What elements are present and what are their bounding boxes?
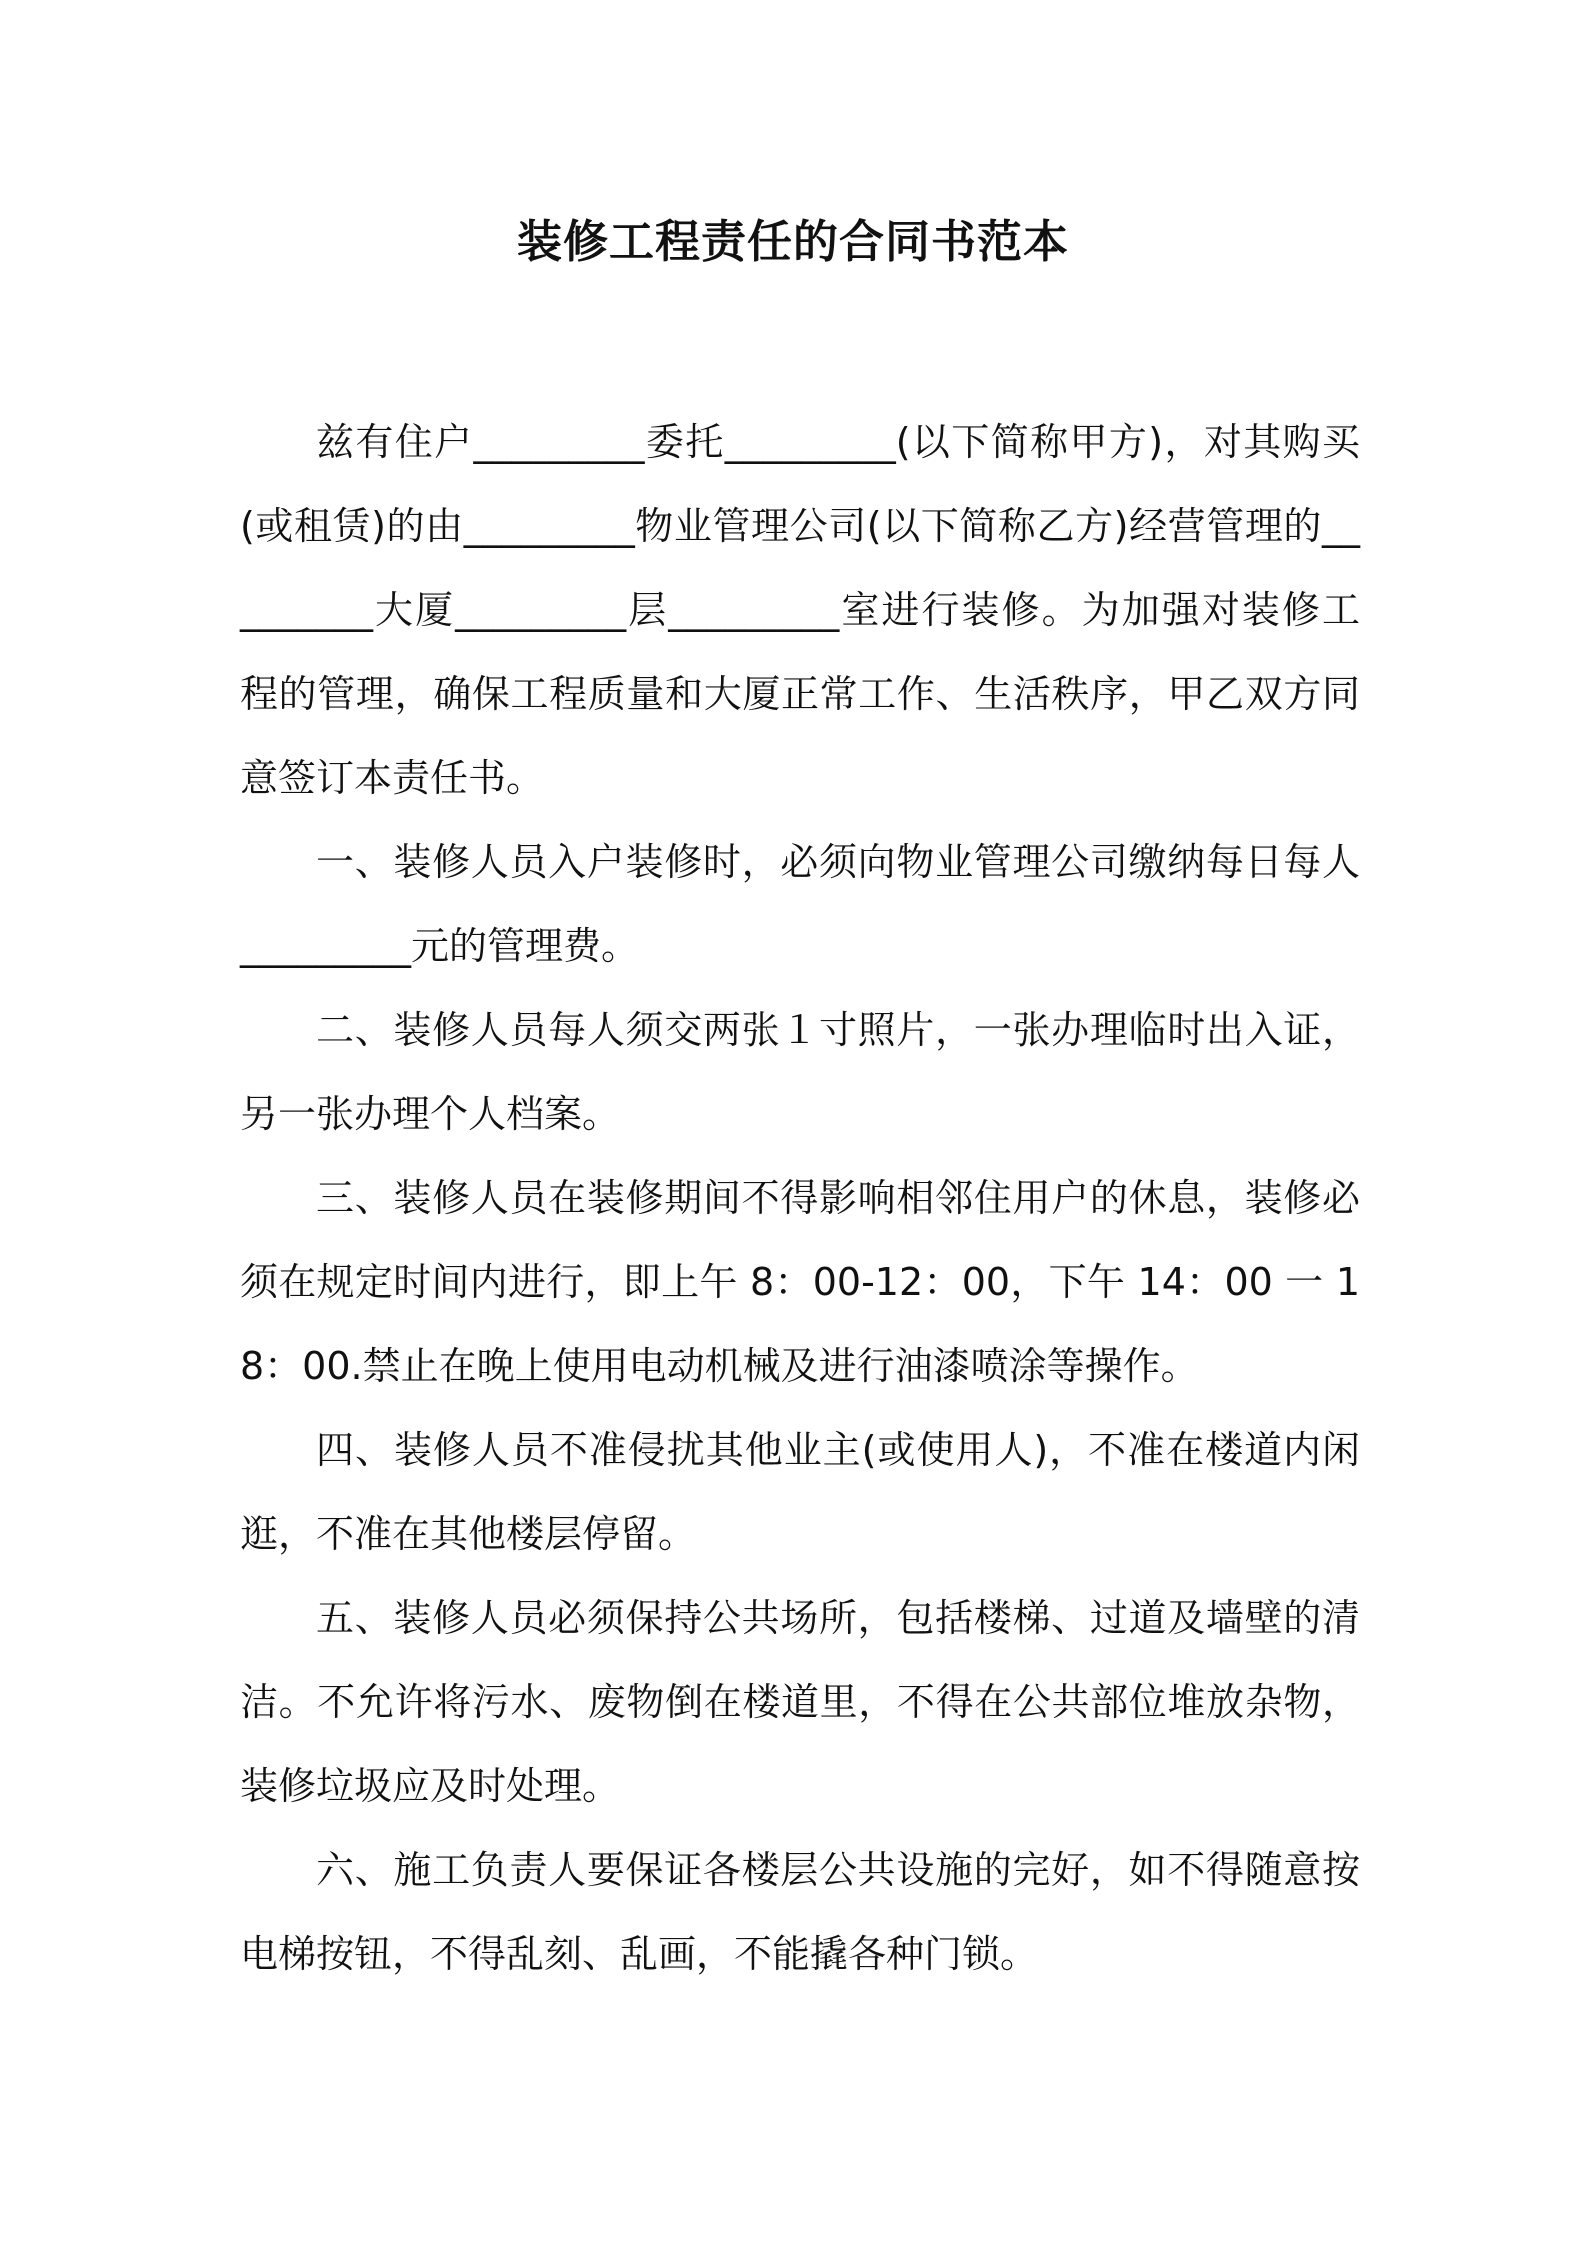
document-body <box>240 400 1360 1996</box>
clause-2-paragraph: 二、装修人员每人须交两张１寸照片，一张办理临时出入证，另一张办理个人档案。 <box>240 1008 1360 1136</box>
intro-paragraph: 兹有住户_________委托_________(以下简称甲方)，对其购买(或租赁)的由_________物业管理公司(以下简称乙方)经营管理的_________大厦_________层_________室进行装修。为加强对装修工程的管理，确保工程质量和大厦正常工作、生活秩序，甲乙双方同意签订本责任书。 <box>240 420 1360 800</box>
clause-1-paragraph: 一、装修人员入户装修时，必须向物业管理公司缴纳每日每人_________元的管理费。 <box>240 840 1360 968</box>
clause-4-paragraph: 四、装修人员不准侵扰其他业主(或使用人)，不准在楼道内闲逛，不准在其他楼层停留。 <box>240 1428 1360 1556</box>
document-title: 装修工程责任的合同书范本 <box>516 215 1069 268</box>
clause-3-paragraph: 三、装修人员在装修期间不得影响相邻住用户的休息，装修必须在规定时间内进行，即上午 8：00-12：00，下午 14：00 一 18：00.禁止在晚上使用电动机械及进行油漆喷涂等操作。 <box>240 1176 1360 1388</box>
clause-6-paragraph: 六、施工负责人要保证各楼层公共设施的完好，如不得随意按电梯按钮，不得乱刻、乱画，不能撬各种门锁。 <box>240 1848 1360 1976</box>
clause-5-paragraph: 五、装修人员必须保持公共场所，包括楼梯、过道及墙壁的清洁。不允许将污水、废物倒在楼道里，不得在公共部位堆放杂物，装修垃圾应及时处理。 <box>240 1596 1360 1808</box>
